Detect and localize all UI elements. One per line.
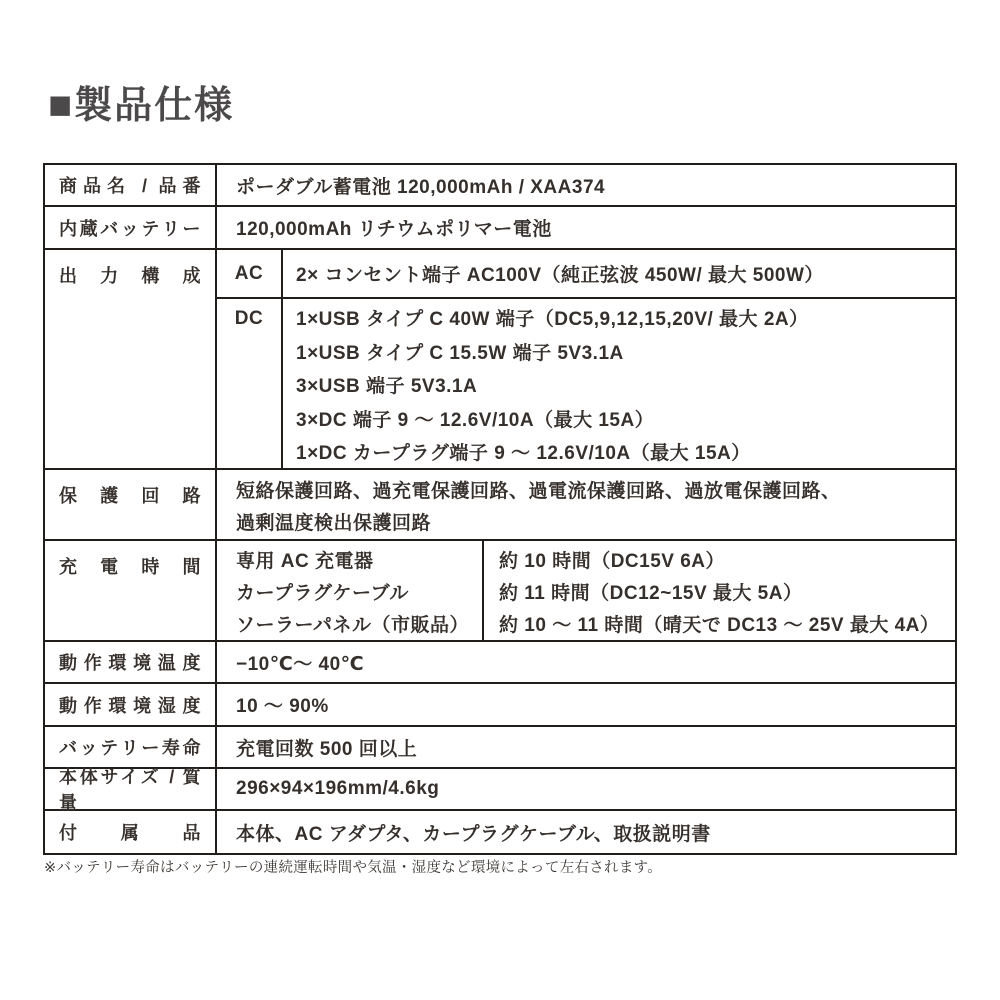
table-row-dimensions (45, 769, 955, 811)
row-value-dimensions: 296×94×196mm/4.6kg (236, 778, 440, 799)
charging-method: カープラグケーブル (236, 582, 409, 604)
table-row-protection (45, 470, 955, 541)
row-label-charging: 充電時間 (45, 541, 217, 640)
output-dc-values (283, 299, 955, 468)
row-value-temperature: −10℃〜 40℃ (236, 653, 365, 675)
square-bullet-icon: ■ (48, 83, 73, 127)
dc-line: 1×DC カープラグ端子 9 〜 12.6V/10A（最大 15A） (296, 443, 751, 465)
charging-method: ソーラーパネル（市販品） (236, 615, 470, 637)
charging-time: 約 10 時間（DC15V 6A） (499, 550, 726, 572)
charging-time: 約 10 〜 11 時間（晴天で DC13 〜 25V 最大 4A） (499, 615, 940, 637)
output-content (217, 250, 955, 468)
row-value-battery-life: 充電回数 500 回以上 (236, 738, 418, 760)
table-row-accessories (45, 811, 955, 853)
row-label-humidity: 動作環境湿度 (45, 684, 217, 725)
charging-method: 専用 AC 充電器 (236, 550, 374, 572)
row-label-battery-life: バッテリー寿命 (45, 727, 217, 767)
table-row-battery (45, 207, 955, 250)
charging-times (484, 541, 955, 640)
row-value-battery: 120,000mAh リチウムポリマー電池 (236, 219, 552, 240)
row-label-temperature: 動作環境温度 (45, 642, 217, 682)
footnote: ※バッテリー寿命はバッテリーの連続運転時間や気温・湿度など環境によって左右されます。 (44, 860, 663, 876)
charging-methods (217, 541, 484, 640)
protection-line: 過剰温度検出保護回路 (236, 513, 432, 535)
table-row-charging (45, 541, 955, 642)
table-row-output (45, 250, 955, 470)
page-title: 製品仕様 (74, 85, 235, 127)
row-label-dimensions: 本体サイズ / 質量 (45, 769, 217, 809)
row-value-humidity: 10 〜 90% (236, 696, 329, 717)
table-row-temperature (45, 642, 955, 684)
output-ac-value: 2× コンセント端子 AC100V（純正弦波 450W/ 最大 500W） (296, 265, 824, 286)
table-row-humidity (45, 684, 955, 727)
output-dc-label: DC (217, 299, 283, 468)
page-title-block (48, 83, 235, 127)
dc-line: 1×USB タイプ C 15.5W 端子 5V3.1A (296, 342, 624, 364)
charging-time: 約 11 時間（DC12~15V 最大 5A） (499, 582, 803, 604)
charging-grid (217, 541, 955, 640)
row-value-protection (217, 470, 955, 539)
protection-line: 短絡保護回路、過充電保護回路、過電流保護回路、過放電保護回路、 (236, 480, 841, 502)
table-row-product (45, 165, 955, 207)
row-label-protection: 保護回路 (45, 470, 217, 539)
dc-line: 1×USB タイプ C 40W 端子（DC5,9,12,15,20V/ 最大 2A） (296, 309, 809, 331)
output-ac-label: AC (217, 250, 283, 297)
row-value-accessories: 本体、AC アダプタ、カープラグケーブル、取扱説明書 (236, 823, 711, 845)
row-label-battery: 内蔵バッテリー (45, 207, 217, 248)
row-value-product: ポーダブル蓄電池 120,000mAh / XAA374 (236, 176, 606, 198)
row-label-product: 商品名 / 品番 (45, 165, 217, 205)
dc-line: 3×DC 端子 9 〜 12.6V/10A（最大 15A） (296, 409, 655, 431)
dc-line: 3×USB 端子 5V3.1A (296, 376, 478, 398)
spec-table (43, 163, 957, 855)
output-dc-subrow (217, 299, 955, 468)
output-ac-subrow (217, 250, 955, 299)
row-label-accessories: 付属品 (45, 811, 217, 853)
row-label-output: 出力構成 (45, 250, 217, 468)
